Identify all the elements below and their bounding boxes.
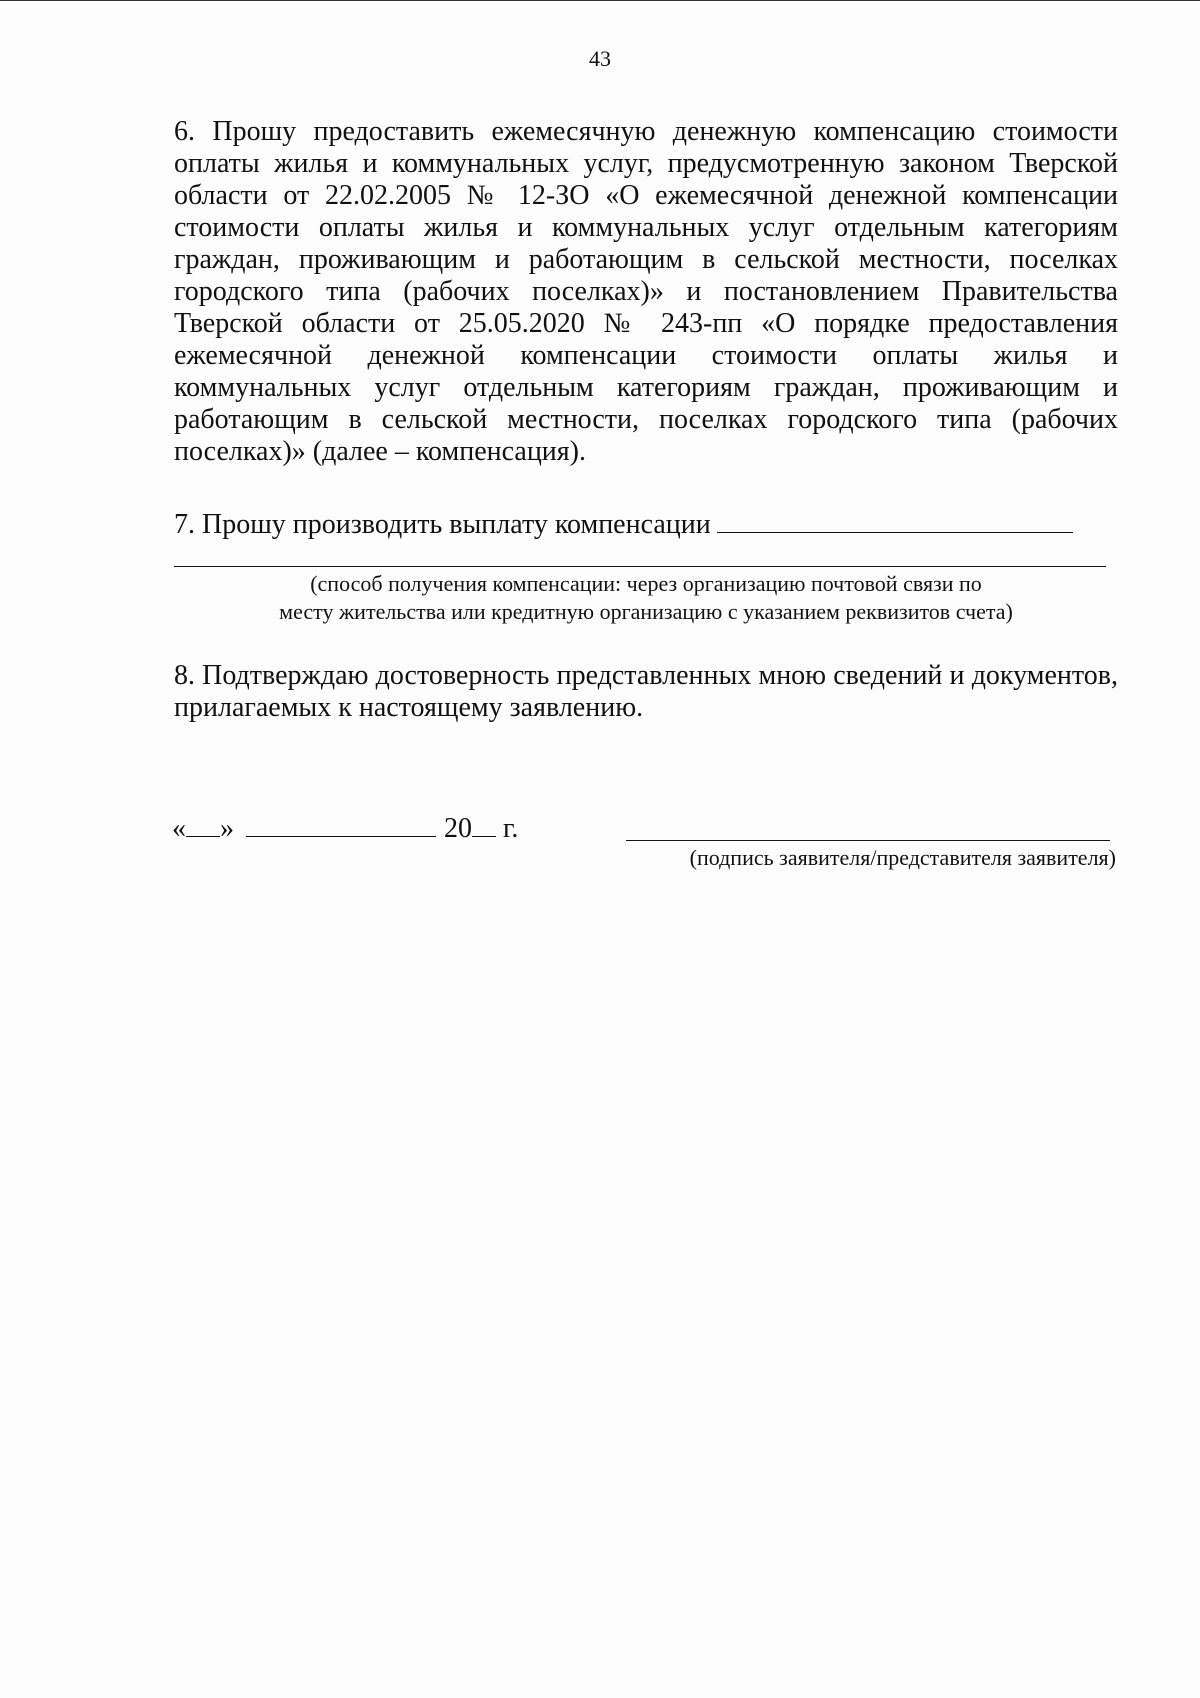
paragraph-7 xyxy=(174,506,1118,541)
date-year-suffix: г. xyxy=(503,813,519,844)
top-border xyxy=(0,0,1200,1)
date-row xyxy=(172,812,518,845)
date-close-quote: » xyxy=(220,813,234,844)
payment-method-caption-line-1: (способ получения компенсации: через организацию почтовой связи по xyxy=(310,571,982,596)
payment-method-field-line[interactable] xyxy=(174,566,1106,567)
payment-method-field[interactable] xyxy=(717,506,1073,533)
date-year-field[interactable] xyxy=(472,812,496,837)
paragraph-6: 6. Прошу предоставить ежемесячную денежную компенсацию стоимости оплаты жилья и коммунальных услуг, предусмотренную законом Тверской области от 22.02.2005 № 12-ЗО «О ежемесячной денежной компенсации стоимости оплаты жилья и коммунальных услуг отдельным категориям граждан, проживающим и работающим в сельской местности, поселках городского типа (рабочих поселках)» и постановлением Правительства Тверской области от 25.05.2020 № 243-пп «О порядке предоставления ежемесячной денежной компенсации стоимости оплаты жилья и коммунальных услуг отдельным категориям граждан, проживающим и работающим в сельской местности, поселках городского типа (рабочих поселках)» (далее – компенсация). xyxy=(174,116,1118,467)
paragraph-7-label: 7. Прошу производить выплату компенсации xyxy=(174,509,711,540)
payment-method-caption-line-2: месту жительства или кредитную организацию с указанием реквизитов счета) xyxy=(279,599,1013,624)
paragraph-8: 8. Подтверждаю достоверность представленных мною сведений и документов, прилагаемых к настоящему заявлению. xyxy=(174,660,1118,723)
signature-field[interactable] xyxy=(626,840,1110,841)
date-day-field[interactable] xyxy=(186,812,220,837)
date-open-quote: « xyxy=(172,813,186,844)
signature-caption: (подпись заявителя/представителя заявителя) xyxy=(689,845,1116,870)
date-year-prefix: 20 xyxy=(444,813,472,844)
payment-method-caption xyxy=(174,570,1118,626)
date-month-field[interactable] xyxy=(246,812,436,837)
page-number: 43 xyxy=(589,46,611,71)
